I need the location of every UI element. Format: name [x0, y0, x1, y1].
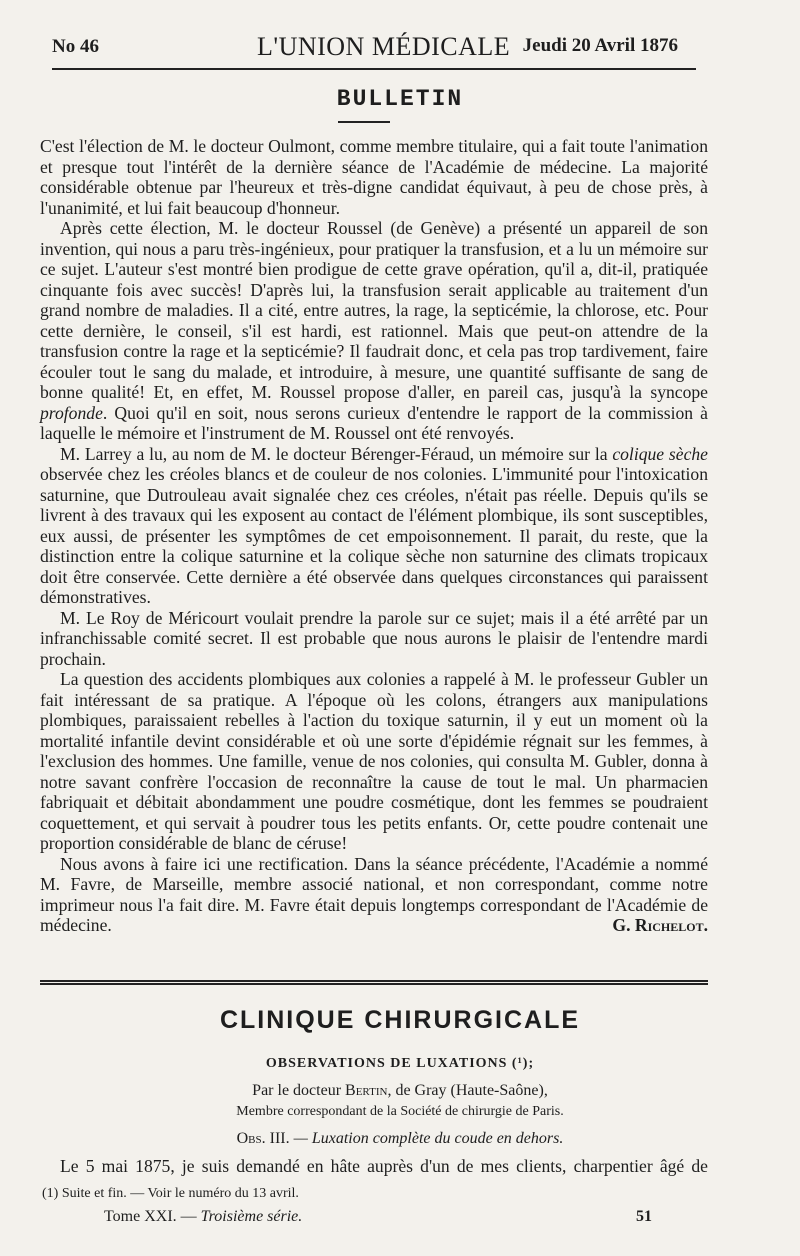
paragraph-election: C'est l'élection de M. le docteur Oulmont, comme membre titulaire, qui a fait toute l'animation et presque tout l'intérêt de la dernière séance de l'Académie de médecine. La majorité considérable obtenue par l'heureux et très-digne candidat équivaut, à peu de chose près, à l'unanimité, et lui fait beaucoup d'honneur. — [40, 136, 708, 218]
paragraph-colique-italic: colique sèche — [612, 443, 708, 464]
observation-heading — [0, 1130, 800, 1148]
paragraph-mericourt: M. Le Roy de Méricourt voulait prendre la parole sur ce sujet; mais il a été arrêté par un infranchissable comité secret. Il est probable que nous aurons le plaisir de l'entendre mardi prochain. — [40, 607, 708, 669]
author-affiliation: Membre correspondant de la Société de chirurgie de Paris. — [236, 1104, 564, 1119]
paragraph-transfusion-italic: profonde — [40, 402, 103, 423]
paragraph-transfusion-text-a: Après cette élection, M. le docteur Roussel (de Genève) a présenté un appareil de son invention, qui nous a paru très-ingénieux, pour pratiquer la transfusion, et a lu un mémoire sur ce sujet. L'auteur s'est montré bien prodigue de cette grave opération, qu'il a, dit-il, pratiquée cinquante fois avec succès! D'après lui, la transfusion serait applicable au traitement d'un grand nombre de maladies. Il a cité, entre autres, la rage, la septicémie, la chlorose, etc. Pour cette dernière, le conseil, s'il est hardi, est rationnel. Mais que peut-on attendre de la transfusion contre la rage et la septicémie? Il faudrait donc, et cela pas trop tardivement, faire écouler tout le sang du malade, et introduire, à mesure, une quantité suffisante de sang de bonne qualité! Et, en effet, M. Roussel propose d'aller, en pareil cas, jusqu'à la syncope — [40, 218, 708, 402]
author-name: Bertin — [345, 1082, 388, 1099]
paragraph-rectification — [40, 854, 708, 936]
header-rule — [52, 68, 696, 70]
footnote: (1) Suite et fin. — Voir le numéro du 13 avril. — [42, 1186, 299, 1201]
article-first-line: Le 5 mai 1875, je suis demandé en hâte auprès d'un de mes clients, charpentier âgé de — [60, 1156, 708, 1176]
volume-tome: Tome XXI. — — [104, 1208, 201, 1225]
paragraph-gubler: La question des accidents plombiques aux colonies a rappelé à M. le professeur Gubler un fait intéressant de sa pratique. A l'époque où les colons, étrangers aux manipulations plombiques, paraissaient rebelles à l'action du toxique saturnin, il y eut un moment où la mortalité infantile devint considérable et où une sorte d'épidémie régnait sur les femmes, à l'exclusion des hommes. Une famille, venue de nos colonies, qui consulta M. Gubler, donna à notre savant confrère l'occasion de reconnaître la cause de tout le mal. Un pharmacien fabriquait et débitait abondamment une poudre cosmétique, dont les femmes se poudraient coquettement, et qui servait à poudrer tous les petits enfants. Or, cette poudre contenait une proportion considérable de blanc de céruse! — [40, 669, 708, 853]
paragraph-colique-text-b: observée chez les créoles blancs et de couleur de nos colonies. L'immunité pour l'intoxication saturnine, que Dutrouleau avait signalée chez ces créoles, n'était pas réelle. Depuis qu'ils se livrent à des travaux qui les exposent au contact de l'élément plombique, ils sont susceptibles, eux aussi, de présenter les symptômes de cet empoisonnement. Il parait, du reste, que la distinction entre la colique saturnine et la colique sèche non saturnine des climats tropicaux doit être conservée. Cette dernière a été observée dans quelques circonstances qui paraissent démonstratives. — [40, 464, 708, 607]
author-signature: G. Richelot. — [612, 915, 708, 935]
paragraph-colique — [40, 444, 708, 608]
paragraph-colique-text-a: M. Larrey a lu, au nom de M. le docteur Bérenger-Féraud, un mémoire sur la — [60, 443, 613, 464]
bulletin-title: BULLETIN — [336, 86, 464, 112]
observation-label: Obs. III. — [236, 1130, 290, 1147]
journal-title: L'UNION MÉDICALE — [257, 32, 511, 61]
volume-serie: Troisième série. — [200, 1208, 303, 1225]
observation-title: — Luxation complète du coude en dehors. — [293, 1130, 564, 1147]
clinique-subtitle: OBSERVATIONS DE LUXATIONS (¹); — [265, 1056, 535, 1071]
author-prefix: Par le docteur — [252, 1082, 346, 1099]
paragraph-rectification-text: Nous avons à faire ici une rectification. Dans la séance précédente, l'Académie a nommé M. Favre, de Marseille, membre associé national, et non correspondant, comme notre imprimeur nous l'a fait dire. M. Favre était depuis longtemps correspondant de l'Académie de médecine. — [40, 853, 708, 935]
article-author — [0, 1082, 800, 1100]
section-divider — [40, 980, 708, 985]
volume-info — [104, 1208, 302, 1226]
author-suffix: , de Gray (Haute-Saône), — [387, 1082, 548, 1099]
paragraph-transfusion — [40, 218, 708, 444]
paragraph-transfusion-text-b: . Quoi qu'il en soit, nous serons curieux d'entendre le rapport de la commission à laquelle le mémoire et l'instrument de M. Roussel ont été renvoyés. — [40, 402, 708, 443]
bulletin-body — [40, 136, 708, 936]
issue-date: Jeudi 20 Avril 1876 — [522, 35, 678, 56]
issue-number: No 46 — [52, 36, 99, 57]
page-number: 51 — [636, 1208, 652, 1225]
title-rule — [338, 121, 390, 123]
page-header — [52, 32, 678, 62]
clinique-title: CLINIQUE CHIRURGICALE — [219, 1006, 581, 1034]
